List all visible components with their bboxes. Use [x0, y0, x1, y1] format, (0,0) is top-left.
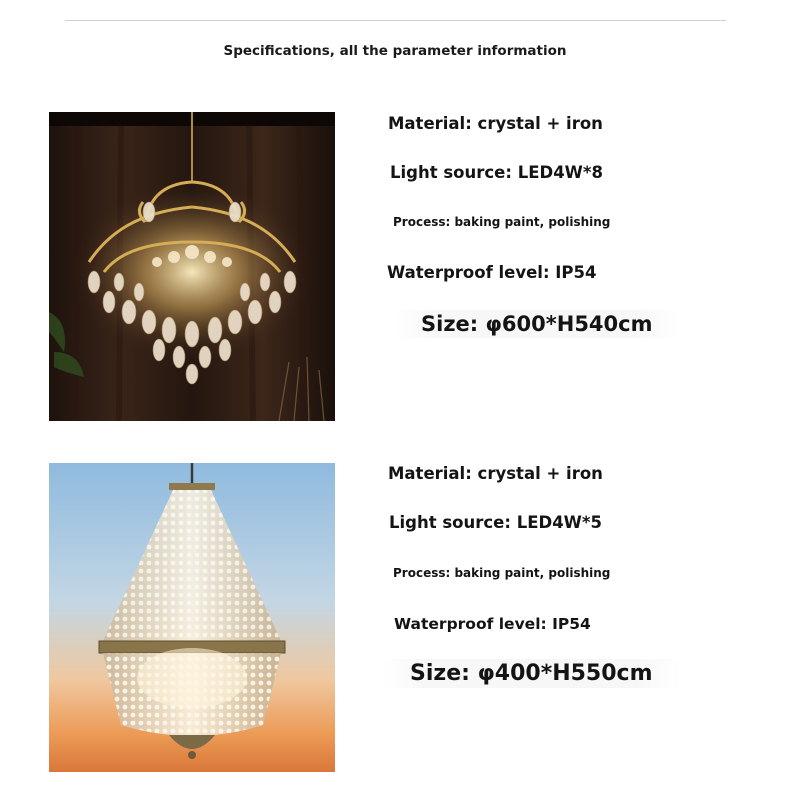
size-spec-2: Size: φ400*H550cm [382, 659, 681, 688]
light-source-spec-1: Light source: LED4W*8 [390, 163, 603, 182]
top-divider [65, 20, 726, 21]
section-heading: Specifications, all the parameter information [223, 43, 567, 59]
process-spec-1: Process: baking paint, polishing [393, 215, 611, 229]
material-spec-2: Material: crystal + iron [388, 464, 603, 483]
light-source-spec-2: Light source: LED4W*5 [389, 513, 602, 532]
crystal-candelabra-chandelier-image [49, 112, 335, 421]
chandelier-photo-2 [49, 463, 335, 772]
waterproof-spec-1: Waterproof level: IP54 [387, 263, 597, 282]
size-spec-1: Size: φ600*H540cm [393, 310, 680, 338]
process-spec-2: Process: baking paint, polishing [393, 566, 611, 580]
waterproof-spec-2: Waterproof level: IP54 [394, 615, 591, 633]
chandelier-photo-1 [49, 112, 335, 421]
material-spec-1: Material: crystal + iron [388, 114, 603, 133]
crystal-empire-basket-chandelier-image [49, 463, 335, 772]
